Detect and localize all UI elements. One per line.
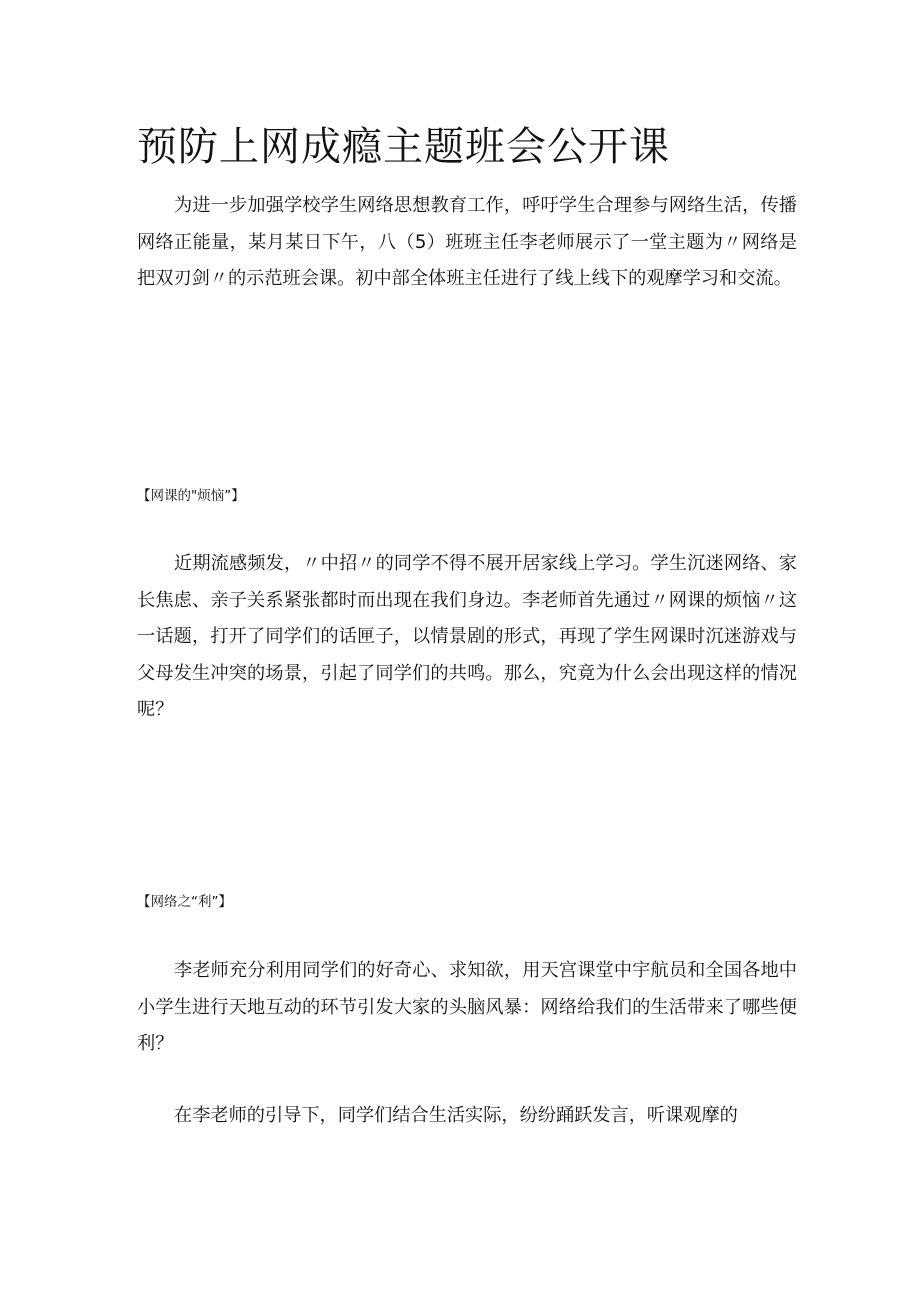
document-title: 预防上网成瘾主题班会公开课 xyxy=(137,124,670,170)
section1-paragraph: 近期流感频发，〃中招〃的同学不得不展开居家线上学习。学生沉迷网络、家长焦虑、亲子关系紧张都时而出现在我们身边。李老师首先通过〃网课的烦恼〃这一话题，打开了同学们的话匣子，以情景剧的形式，再现了学生网课时沉迷游戏与父母发生冲突的场景，引起了同学们的共鸣。那么，究竟为什么会出现这样的情况呢？ xyxy=(137,553,797,720)
section2-paragraph-1: 李老师充分利用同学们的好奇心、求知欲，用天宫课堂中宇航员和全国各地中小学生进行天地互动的环节引发大家的头脑风暴：网络给我们的生活带来了哪些便利？ xyxy=(137,960,797,1054)
section-heading-net-class-troubles: 【网课的"烦恼”】 xyxy=(137,488,245,504)
intro-paragraph: 为进一步加强学校学生网络思想教育工作，呼吁学生合理参与网络生活，传播网络正能量，某月某日下午，八（5）班班主任李老师展示了一堂主题为〃网络是把双刃剑〃的示范班会课。初中部全体班主任进行了线上线下的观摩学习和交流。 xyxy=(137,195,797,289)
section-heading-network-benefits: 【网络之“利”】 xyxy=(137,894,232,910)
section2-paragraph-2: 在李老师的引导下，同学们结合生活实际，纷纷踊跃发言，听课观摩的 xyxy=(174,1105,738,1126)
